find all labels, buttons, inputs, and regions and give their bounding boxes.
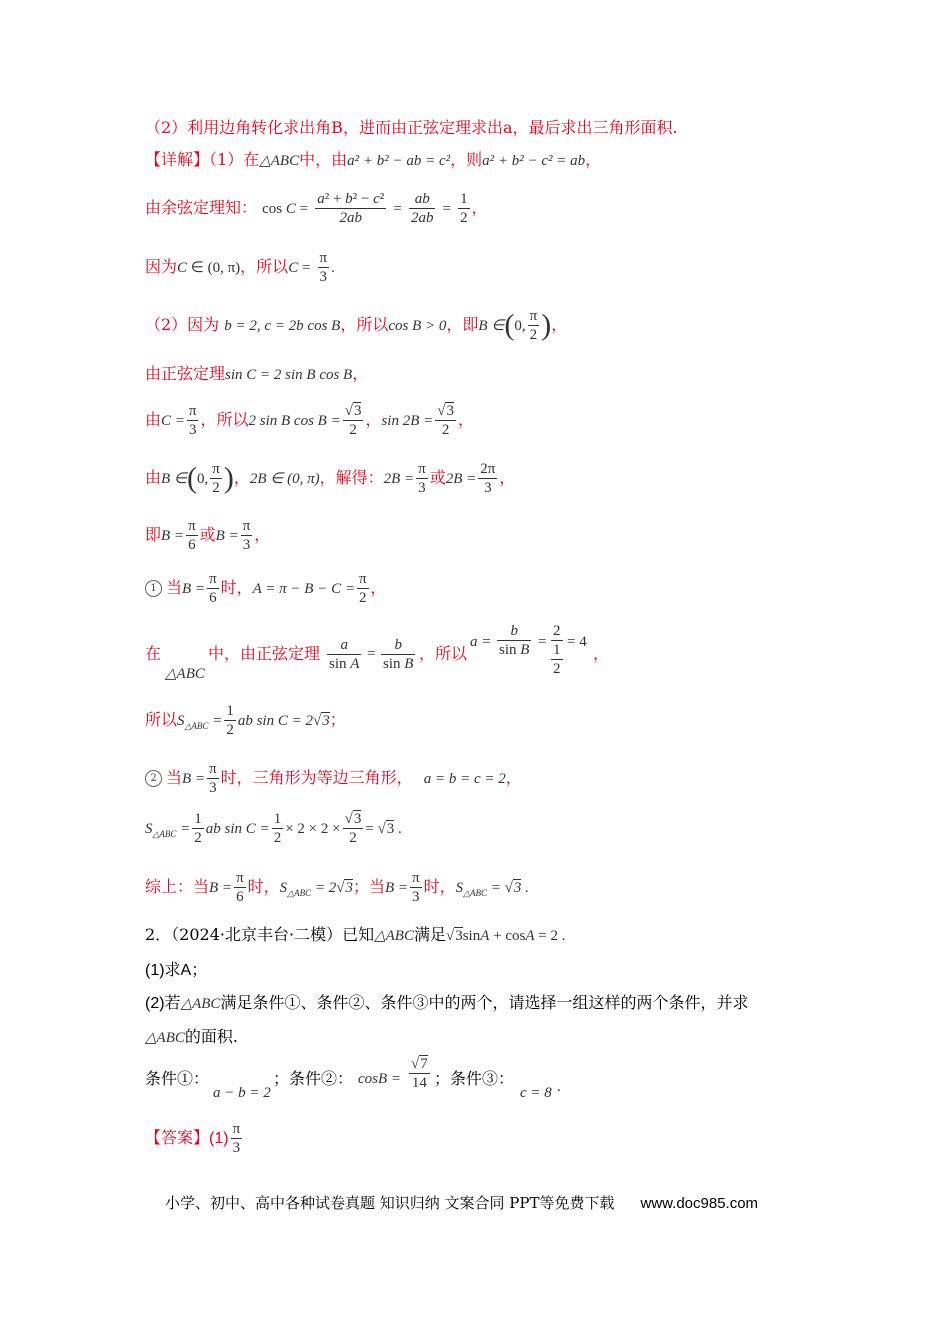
problem-number: 2．（2024·北京丰台·二模）已知 — [145, 925, 375, 944]
fraction: $\frac{ab}{2ab}$ — [410, 191, 434, 226]
hint-line — [145, 118, 678, 138]
text: 中，由 — [299, 150, 348, 169]
fraction: $\frac{\pi}{2}$ — [529, 308, 538, 343]
equation: a² + b² − ab = c² — [347, 153, 451, 169]
condition-1: a − b = 2 — [213, 1085, 271, 1101]
text: 的面积. — [184, 1027, 238, 1046]
text: ， — [365, 410, 382, 429]
solve-line: 由B ∈(0, $\frac{\pi}{2}$ )，2B ∈ (0, π)，解得：2B = $\frac{\pi}{3}$ 或2B = $\frac{2\pi}{3}$ ， — [145, 461, 516, 496]
answer-tag: 【答案】(1) — [145, 1130, 229, 1147]
detail-tag: 【详解】 — [145, 150, 210, 169]
text: 时， — [220, 578, 253, 597]
because-line: 因为C ∈ (0, π)，所以C = $\frac{\pi}{3}$ . — [145, 250, 335, 285]
area1-line: 所以$S_{\triangle ABC}$ = $\frac{1}{2}$ ab sin C = 2√3； — [145, 703, 346, 738]
footer-url[interactable]: www.doc985.com — [640, 1195, 759, 1212]
fraction: $\frac{√3}{2}$ — [437, 403, 454, 438]
text: ，所以 — [200, 410, 249, 429]
text: ，即 — [446, 315, 479, 334]
text: ， — [499, 468, 516, 487]
case1-line: 1 当B = $\frac{\pi}{6}$ 时，A = π − B − C = $\frac{\pi}{2}$ ， — [145, 568, 387, 608]
part2-line: （2）因为 b = 2, c = 2b cos B，所以cos B > 0，即B ∈(0, $\frac{\pi}{2}$ )， — [145, 308, 568, 343]
fraction: $\frac{\pi}{3}$ — [232, 1121, 241, 1156]
fraction: $\frac{\pi}{3}$ — [319, 250, 328, 285]
fraction: $\frac{1}{2}$ — [460, 191, 468, 226]
problem-2-line — [145, 925, 566, 946]
text: ， — [457, 410, 474, 429]
math: √3sinA + cosA = 2 . — [445, 928, 566, 944]
circled-one: 1 — [145, 580, 162, 597]
question-2 — [145, 993, 748, 1014]
text: 由余弦定理知： — [145, 198, 258, 217]
text: ，则 — [450, 150, 483, 169]
fraction: $\frac{√3}{2}$ — [344, 403, 362, 438]
condition-3-label: ；条件③： — [434, 1069, 515, 1088]
text: ，所以 — [340, 315, 389, 334]
text: ；当 — [352, 877, 385, 896]
text: ； — [329, 710, 346, 729]
question-1 — [145, 960, 207, 981]
fraction: $\frac{√7}{14}$ — [411, 1056, 428, 1091]
triangle-abc: △ABC — [165, 666, 205, 682]
area2-line: $S_{\triangle ABC}$ = $\frac{1}{2}$ ab sin C = $\frac{1}{2}$ × 2 × 2 × $\frac{√3}{2}$ = √3 . — [145, 811, 402, 846]
text: 或 — [199, 525, 216, 544]
math: = — [393, 201, 402, 217]
fraction: $\frac{b}{\text{sin B}}$ — [383, 637, 414, 672]
question-2-cont — [145, 1027, 238, 1048]
sin2b-line: 由C = $\frac{\pi}{3}$ ，所以2 sin B cos B = $\frac{√3}{2}$ ，sin 2B = $\frac{√3}{2}$ ， — [145, 403, 474, 438]
fraction: $\frac{\pi}{2}$ — [212, 461, 220, 496]
math: C ∈ (0, π) — [177, 260, 241, 276]
fraction: $\frac{\pi}{3}$ — [418, 461, 426, 496]
text: ， — [254, 525, 271, 544]
math: cos B > 0 — [388, 318, 447, 334]
text: ， — [370, 578, 387, 597]
text: 因为 — [145, 257, 178, 276]
fraction: $\frac{a}{\text{sin A}}$ — [329, 637, 360, 672]
text: 时， — [423, 877, 456, 896]
sine-rule-line — [145, 364, 368, 385]
text: ， — [352, 364, 369, 383]
footer — [165, 1192, 758, 1213]
fraction: $\frac{1}{2}$ — [194, 811, 202, 846]
text: （2）因为 — [145, 315, 220, 334]
math: cos C = — [262, 201, 309, 217]
summary-line: 综上：当B = $\frac{\pi}{6}$ 时，$S_{\triangle ABC} = 2√3$；当B = $\frac{\pi}{3}$ 时，$S_{\triangle ABC} = √3$ . — [145, 870, 529, 905]
fraction: $\frac{\pi}{2}$ — [358, 571, 367, 606]
text: ， — [505, 768, 522, 787]
fraction: $\frac{\pi}{3}$ — [412, 870, 420, 905]
text: 由正弦定理 — [145, 364, 226, 383]
text: 或 — [429, 468, 446, 487]
triangle-abc: △ABC — [180, 996, 221, 1012]
fraction: $\frac{\pi}{3}$ — [242, 518, 251, 553]
text: (2)若 — [145, 995, 181, 1012]
text: 即 — [145, 525, 162, 544]
cosine-line — [145, 188, 488, 228]
b-values-line: 即B = $\frac{\pi}{6}$ 或B = $\frac{\pi}{3}$ ， — [145, 518, 271, 553]
fraction: $\frac{1}{2}$ — [273, 811, 282, 846]
triangle-abc: △ABC — [259, 153, 300, 169]
triangle-abc: △ABC — [374, 928, 414, 944]
circled-two: 2 — [145, 770, 162, 787]
fraction: $\frac{b}{\text{sin B}}$ — [499, 623, 530, 658]
fraction: $\frac{\pi}{6}$ — [236, 870, 244, 905]
text: 满足条件①、条件②、条件③中的两个，请选择一组这样的两个条件，并求 — [220, 993, 749, 1012]
question-1-text: (1)求A； — [145, 962, 208, 979]
detail-text: （1）在 — [209, 150, 260, 169]
math: B ∈ — [478, 318, 505, 334]
text: ，解得： — [319, 468, 384, 487]
text: ， — [551, 315, 568, 334]
text: ， — [593, 644, 610, 663]
hint-text: （2）利用边角转化求出角B，进而由正弦定理求出a，最后求出三角形面积. — [145, 118, 678, 137]
text: 当 — [166, 578, 183, 597]
fraction: $\frac{\pi}{3}$ — [188, 403, 197, 438]
detail-line — [145, 150, 601, 171]
text: 由 — [145, 468, 162, 487]
answer-line — [145, 1118, 244, 1158]
text: 由 — [145, 410, 162, 429]
text: ， — [585, 150, 602, 169]
condition-2-label: ；条件②： — [273, 1069, 354, 1088]
text: 满足 — [413, 925, 446, 944]
text: 综上：当 — [145, 877, 210, 896]
equation: a² + b² − c² = ab — [482, 153, 586, 169]
triangle-abc: △ABC — [145, 1030, 185, 1046]
footer-text: 小学、初中、高中各种试卷真题 知识归纳 文案合同 PPT等免费下载 — [165, 1194, 615, 1212]
math: = — [442, 201, 452, 217]
fraction: $\frac{√3}{2}$ — [344, 811, 362, 846]
fraction: $\frac{\text{a² + b² − c²}}{2ab}$ — [317, 191, 385, 226]
condition-1-label: 条件①： — [145, 1069, 210, 1088]
text: 中，由正弦定理 — [208, 644, 321, 663]
text: ，所以 — [419, 644, 468, 663]
fraction: 2 1 2 — [553, 623, 561, 677]
condition-3: c = 8 — [520, 1085, 552, 1101]
text: 当 — [166, 768, 183, 787]
text: ， — [471, 198, 488, 217]
text: ， — [233, 468, 250, 487]
fraction: $\frac{\pi}{6}$ — [209, 571, 217, 606]
text: 所以 — [145, 710, 178, 729]
math: b = 2, c = 2b cos B — [224, 318, 341, 334]
fraction: $\frac{2\pi}{3}$ — [480, 461, 496, 496]
fraction: $\frac{\pi}{3}$ — [209, 761, 217, 796]
fraction: $\frac{1}{2}$ — [226, 703, 234, 738]
text: 时， — [247, 877, 280, 896]
text: 时，三角形为等边三角形， — [220, 768, 413, 787]
math: C = — [288, 260, 311, 276]
case2-line: 2 当B = $\frac{\pi}{3}$ 时，三角形为等边三角形， a = b = c = 2， — [145, 758, 522, 798]
math: sin C = 2 sin B cos B — [225, 367, 353, 383]
text: 在 — [145, 644, 162, 663]
text: ，所以 — [240, 257, 289, 276]
fraction: $\frac{\pi}{6}$ — [188, 518, 196, 553]
